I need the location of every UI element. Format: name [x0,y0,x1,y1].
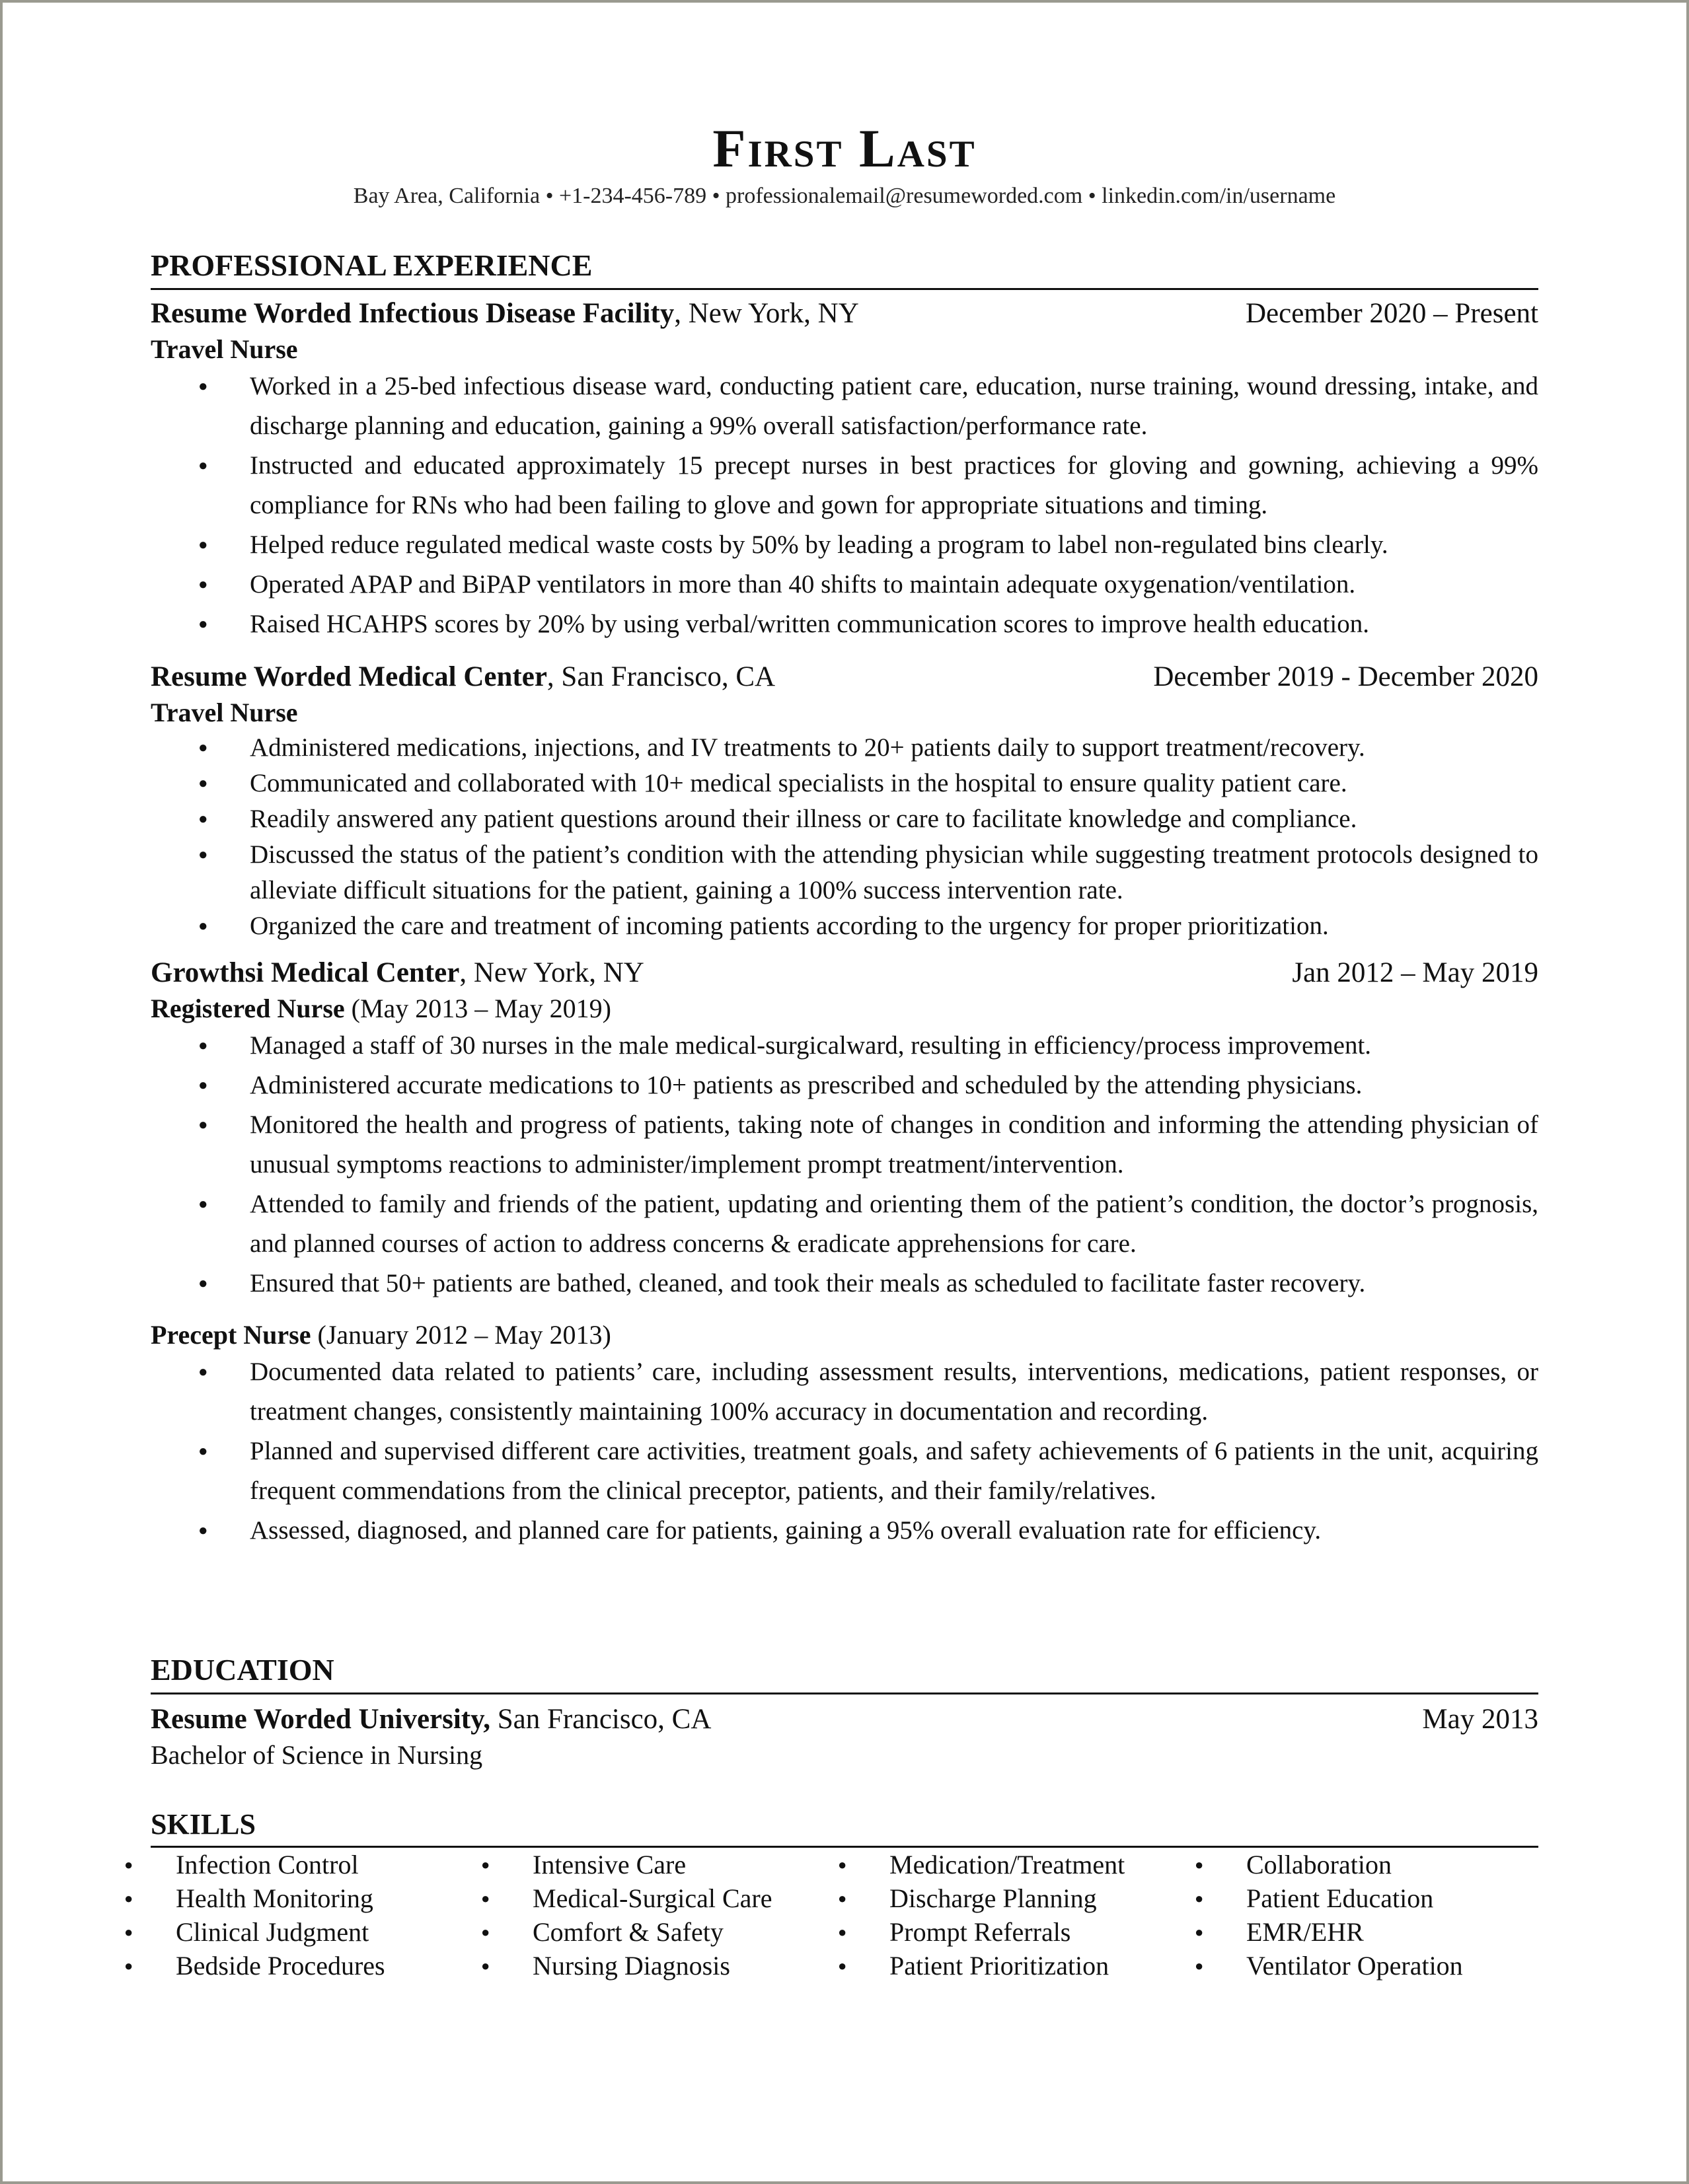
skill-item: ● Medical-Surgical Care [474,1881,831,1915]
list-item: ● Organized the care and treatment of incoming patients according to the urgency for proper prioritization. [250,908,1538,944]
employer-name: Growthsi Medical Center [151,957,460,988]
experience-section [151,246,1538,1550]
skills-section [151,1806,1538,1983]
skill-item: ● Health Monitoring [118,1881,474,1915]
education-header [151,1701,1538,1738]
job-bullets [151,1026,1538,1303]
contact-line: Bay Area, California • +1-234-456-789 • professionalemail@resumeworded.com • linkedin.com/in/username [353,184,1336,208]
skill-item: ● Intensive Care [474,1848,831,1881]
skill-item: ● Discharge Planning [831,1881,1188,1915]
job-header [151,295,1538,332]
list-item: ● Readily answered any patient questions around their illness or care to facilitate knowledge and compliance. [250,801,1538,837]
skill-item: ● Prompt Referrals [831,1915,1188,1949]
list-item: ● Administered accurate medications to 10+ patients as prescribed and scheduled by the attending physicians. [250,1066,1538,1105]
list-item: ● Planned and supervised different care activities, treatment goals, and safety achievements of 6 patients in the unit, acquiring frequent commendations from the clinical preceptor, patients, and their family/relatives. [250,1432,1538,1511]
list-item: ● Raised HCAHPS scores by 20% by using verbal/written communication scores to improve health education. [250,604,1538,644]
list-item: ● Ensured that 50+ patients are bathed, cleaned, and took their meals as scheduled to facilitate faster recovery. [250,1264,1538,1303]
list-item: ● Worked in a 25-bed infectious disease ward, conducting patient care, education, nurse training, wound dressing, intake, and discharge planning and education, gaining a 99% overall satisfaction/performance rate. [250,367,1538,446]
section-title: PROFESSIONAL EXPERIENCE [151,246,1538,290]
list-item: ● Helped reduce regulated medical waste costs by 50% by leading a program to label non-regulated bins clearly. [250,525,1538,565]
job-location: , New York, NY [459,957,644,988]
list-item: ● Instructed and educated approximately 15 precept nurses in best practices for gloving and gowning, achieving a 99% compliance for RNs who had been failing to glove and gown for appropriate situations and timing. [250,446,1538,525]
list-item: ● Operated APAP and BiPAP ventilators in more than 40 shifts to maintain adequate oxygenation/ventilation. [250,565,1538,604]
job-entry [151,955,1538,1550]
skill-item: ● Clinical Judgment [118,1915,474,1949]
job-role [151,332,1538,367]
school-location: San Francisco, CA [490,1704,712,1735]
skill-item: ● Patient Education [1188,1881,1519,1915]
list-item: ● Discussed the status of the patient’s condition with the attending physician while suggesting treatment protocols designed to alleviate difficult situations for the patient, gaining a 100% success intervention rate. [250,837,1538,908]
employer-name: Resume Worded Medical Center [151,661,547,692]
skill-item: ● Medication/Treatment [831,1848,1188,1881]
skill-item: ● Ventilator Operation [1188,1949,1519,1983]
education-date: May 2013 [1422,1704,1538,1735]
list-item: ● Assessed, diagnosed, and planned care for patients, gaining a 95% overall evaluation rate for efficiency. [250,1511,1538,1550]
role-title: Travel Nurse [151,698,298,727]
role-title: Registered Nurse [151,994,345,1023]
skill-item: ● Bedside Procedures [118,1949,474,1983]
job-header [151,955,1538,992]
list-item: ● Managed a staff of 30 nurses in the male medical-surgicalward, resulting in efficiency/process improvement. [250,1026,1538,1066]
role-title: Travel Nurse [151,334,298,364]
skill-item: ● EMR/EHR [1188,1915,1519,1949]
employer-name: Resume Worded Infectious Disease Facility [151,298,675,329]
role-dates: (January 2012 – May 2013) [311,1320,611,1350]
list-item: ● Attended to family and friends of the patient, updating and orienting them of the patient’s condition, the doctor’s prognosis, and planned courses of action to address concerns & eradicate apprehensions for care. [250,1184,1538,1264]
skill-item: ● Collaboration [1188,1848,1519,1881]
job-location: , New York, NY [674,298,859,329]
degree: Bachelor of Science in Nursing [151,1740,483,1770]
job-dates: Jan 2012 – May 2019 [1292,957,1538,988]
school-name: Resume Worded University, [151,1704,491,1735]
list-item: ● Documented data related to patients’ care, including assessment results, interventions, medications, patient responses, or treatment changes, consistently maintaining 100% accuracy in documentation and recording. [250,1352,1538,1432]
section-title: SKILLS [151,1806,1538,1848]
job-role [151,696,1538,730]
job-role [151,1318,1538,1352]
job-bullets [151,367,1538,644]
list-item: ● Administered medications, injections, and IV treatments to 20+ patients daily to support treatment/recovery. [250,730,1538,766]
skill-item: ● Patient Prioritization [831,1949,1188,1983]
role-dates: (May 2013 – May 2019) [344,994,611,1023]
skill-item: ● Nursing Diagnosis [474,1949,831,1983]
job-header [151,659,1538,696]
job-location: , San Francisco, CA [546,661,776,692]
skill-item: ● Infection Control [118,1848,474,1881]
job-bullets [151,1352,1538,1550]
job-entry [151,295,1538,644]
education-section [151,1650,1538,1772]
job-bullets [151,730,1538,944]
section-title: EDUCATION [151,1650,1538,1694]
candidate-name: First Last [712,118,977,178]
job-dates: December 2020 – Present [1246,298,1538,329]
skills-grid [118,1848,1538,1983]
job-role [151,992,1538,1026]
job-entry [151,659,1538,944]
skill-item: ● Comfort & Safety [474,1915,831,1949]
role-title: Precept Nurse [151,1320,311,1350]
job-dates: December 2019 - December 2020 [1153,661,1538,692]
list-item: ● Communicated and collaborated with 10+ medical specialists in the hospital to ensure quality patient care. [250,766,1538,801]
list-item: ● Monitored the health and progress of patients, taking note of changes in condition and informing the attending physician of unusual symptoms reactions to administer/implement prompt treatment/intervention. [250,1105,1538,1184]
